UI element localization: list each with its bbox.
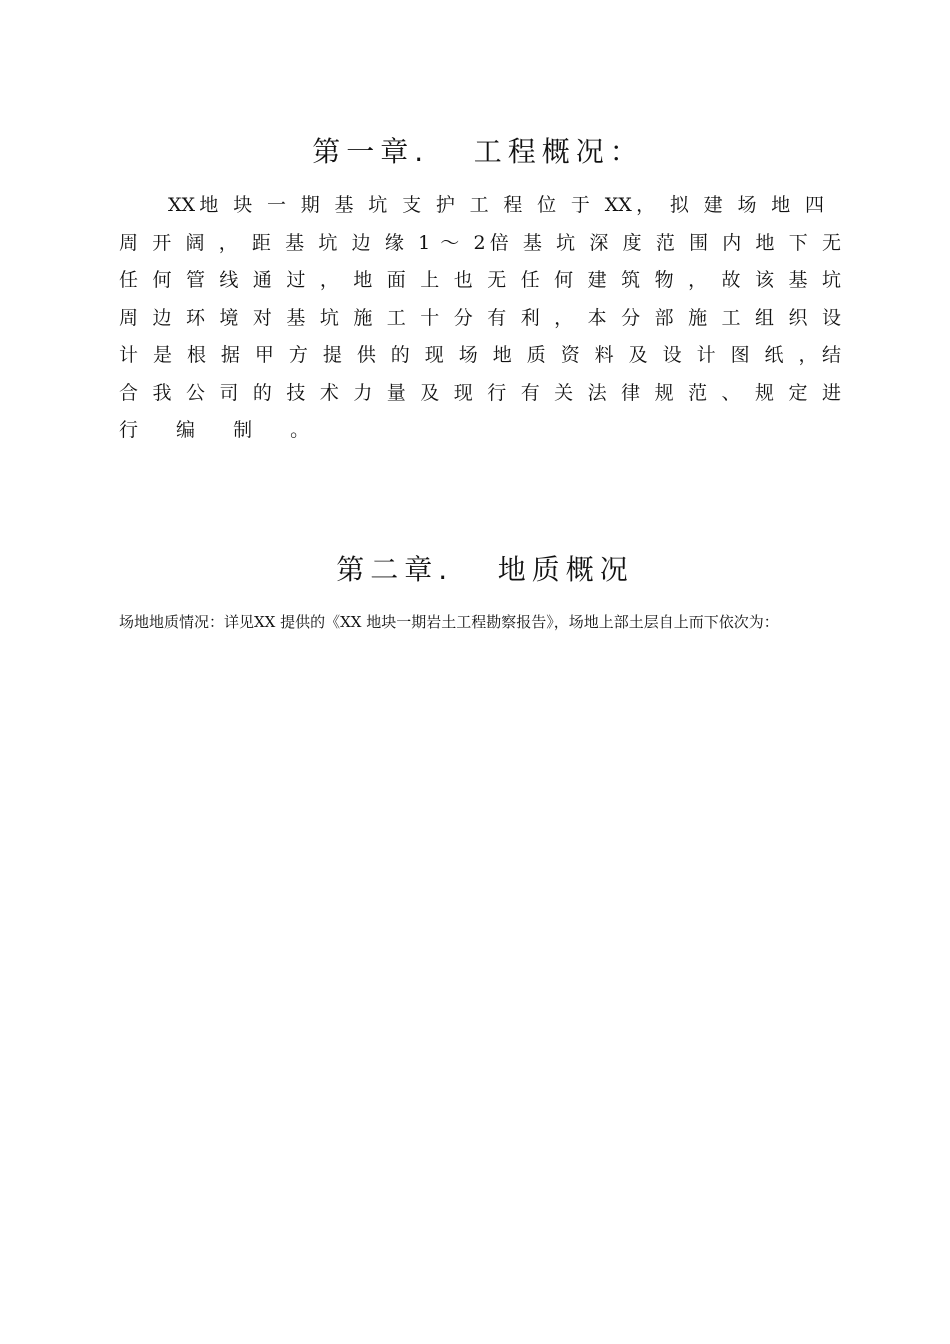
paragraph-line: 合 我 公 司 的 技 术 力 量 及 现 行 有 关 法 律 规 范 、 规 定 进	[119, 382, 841, 404]
chapter-2-title: 第二章. 地质概况	[336, 553, 634, 586]
chapter-1-title: 第一章. 工程概况：	[312, 135, 644, 168]
chapter-2-intro: 场地地质情况：详见XX 提供的《XX 地块一期岩土工程勘察报告》，场地上部土层自上而下依次为：	[119, 613, 779, 631]
paragraph-line: 计 是 根 据 甲 方 提 供 的 现 场 地 质 资 料 及 设 计 图 纸 ，结	[119, 344, 841, 366]
paragraph-line: 任 何 管 线 通 过 ， 地 面 上 也 无 任 何 建 筑 物 ， 故 该 基 坑	[119, 269, 841, 291]
paragraph-line: XX地 块 一 期 基 坑 支 护 工 程 位 于 XX， 拟 建 场 地 四	[168, 194, 824, 216]
paragraph-line: 周 开 阔 ， 距 基 坑 边 缘 1 ～ 2倍 基 坑 深 度 范 围 内 地 下 无	[119, 232, 841, 254]
paragraph-line: 行 编 制 。	[119, 419, 326, 441]
paragraph-line: 周 边 环 境 对 基 坑 施 工 十 分 有 利 ， 本 分 部 施 工 组 织 设	[119, 307, 841, 329]
